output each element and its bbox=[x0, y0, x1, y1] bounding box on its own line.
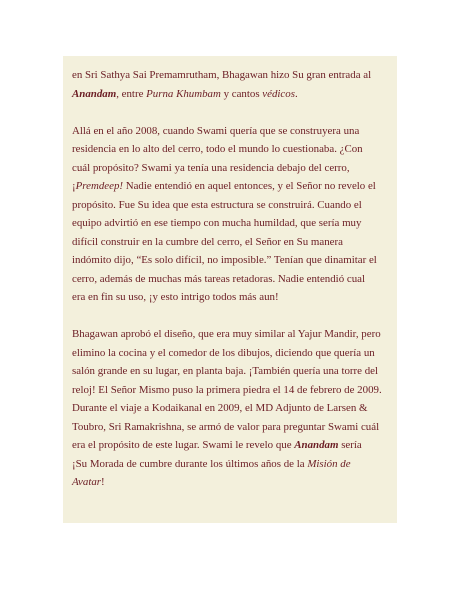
text-line bbox=[72, 270, 394, 289]
emphasized-text: védicos bbox=[262, 87, 295, 100]
text-line bbox=[72, 85, 394, 104]
text-line bbox=[72, 122, 394, 141]
emphasized-text: Avatar bbox=[72, 476, 102, 488]
emphasized-text: Premdeep! bbox=[75, 180, 124, 192]
text-run: ¡ bbox=[72, 180, 76, 192]
text-run: cuál propósito? Swami ya tenía una residencia debajo del cerro, bbox=[72, 161, 350, 174]
text-line bbox=[72, 214, 394, 233]
text-run: Nadie entendió en aquel entonces, y el Señor no revelo el bbox=[123, 180, 376, 192]
paragraph bbox=[72, 325, 394, 492]
text-run: Durante el viaje a Kodaikanal en 2009, el MD Adjunto de Larsen & bbox=[72, 402, 368, 414]
text-run: residencia en lo alto del cerro, todo el mundo lo cuestionaba. ¿Con bbox=[72, 143, 363, 155]
text-line bbox=[72, 288, 394, 307]
text-line bbox=[72, 418, 394, 437]
emphasized-text: Purna Khumbam bbox=[146, 87, 221, 100]
text-line bbox=[72, 455, 394, 474]
text-line bbox=[72, 381, 394, 400]
text-line bbox=[72, 177, 394, 196]
text-run: ! bbox=[101, 476, 105, 488]
text-run: Bhagawan aprobó el diseño, que era muy similar al Yajur Mandir, pero bbox=[72, 328, 381, 340]
text-run: salón grande en su lugar, en planta baja. ¡También quería una torre del bbox=[72, 365, 379, 377]
text-line bbox=[72, 251, 394, 270]
text-run: en Sri Sathya Sai Premamrutham, Bhagawan hizo Su gran entrada al bbox=[72, 69, 372, 81]
paragraph bbox=[72, 122, 394, 307]
text-line bbox=[72, 159, 394, 178]
text-run: era el propósito de este lugar. Swami le revelo que bbox=[72, 439, 295, 451]
paragraph bbox=[72, 66, 394, 103]
text-run: propósito. Fue Su idea que esta estructura se construirá. Cuando el bbox=[72, 198, 362, 211]
text-run: sería bbox=[338, 439, 362, 451]
emphasized-text: Anandam bbox=[294, 439, 339, 451]
text-line bbox=[72, 66, 394, 85]
text-run: difícil construir en la cumbre del cerro, el Señor en Su manera bbox=[72, 235, 343, 248]
text-run: y cantos bbox=[220, 87, 263, 100]
text-run: era en fin su uso, ¡y esto intrigo todos más aun! bbox=[72, 291, 279, 303]
text-run: . bbox=[294, 87, 298, 100]
text-run: cerro, además de muchas más tareas retadoras. Nadie entendió cual bbox=[72, 272, 366, 285]
text-run: Allá en el año 2008, cuando Swami quería que se construyera una bbox=[72, 124, 360, 137]
text-line bbox=[72, 362, 394, 381]
text-run: ¡Su Morada de cumbre durante los últimos años de la bbox=[72, 457, 308, 470]
text-run: Toubro, Sri Ramakrishna, se armó de valor para preguntar Swami cuál bbox=[72, 420, 380, 433]
text-line bbox=[72, 473, 394, 492]
emphasized-text: Anandam bbox=[72, 87, 117, 100]
text-run: reloj! El Señor Mismo puso la primera piedra el 14 de febrero de 2009. bbox=[72, 383, 382, 396]
document-body bbox=[72, 66, 394, 510]
text-line bbox=[72, 344, 394, 363]
text-line bbox=[72, 196, 394, 215]
text-run: , entre bbox=[116, 87, 147, 100]
text-run: indómito dijo, “Es solo difícil, no imposible.” Tenían que dinamitar el bbox=[72, 254, 377, 266]
text-line bbox=[72, 399, 394, 418]
text-line bbox=[72, 140, 394, 159]
text-run: elimino la cocina y el comedor de los dibujos, diciendo que quería un bbox=[72, 346, 375, 359]
text-run: equipo advirtió en ese tiempo con mucha humildad, que sería muy bbox=[72, 217, 362, 229]
text-line bbox=[72, 233, 394, 252]
text-line bbox=[72, 436, 394, 455]
page-panel bbox=[63, 56, 397, 523]
text-line bbox=[72, 325, 394, 344]
emphasized-text: Misión de bbox=[307, 457, 351, 470]
